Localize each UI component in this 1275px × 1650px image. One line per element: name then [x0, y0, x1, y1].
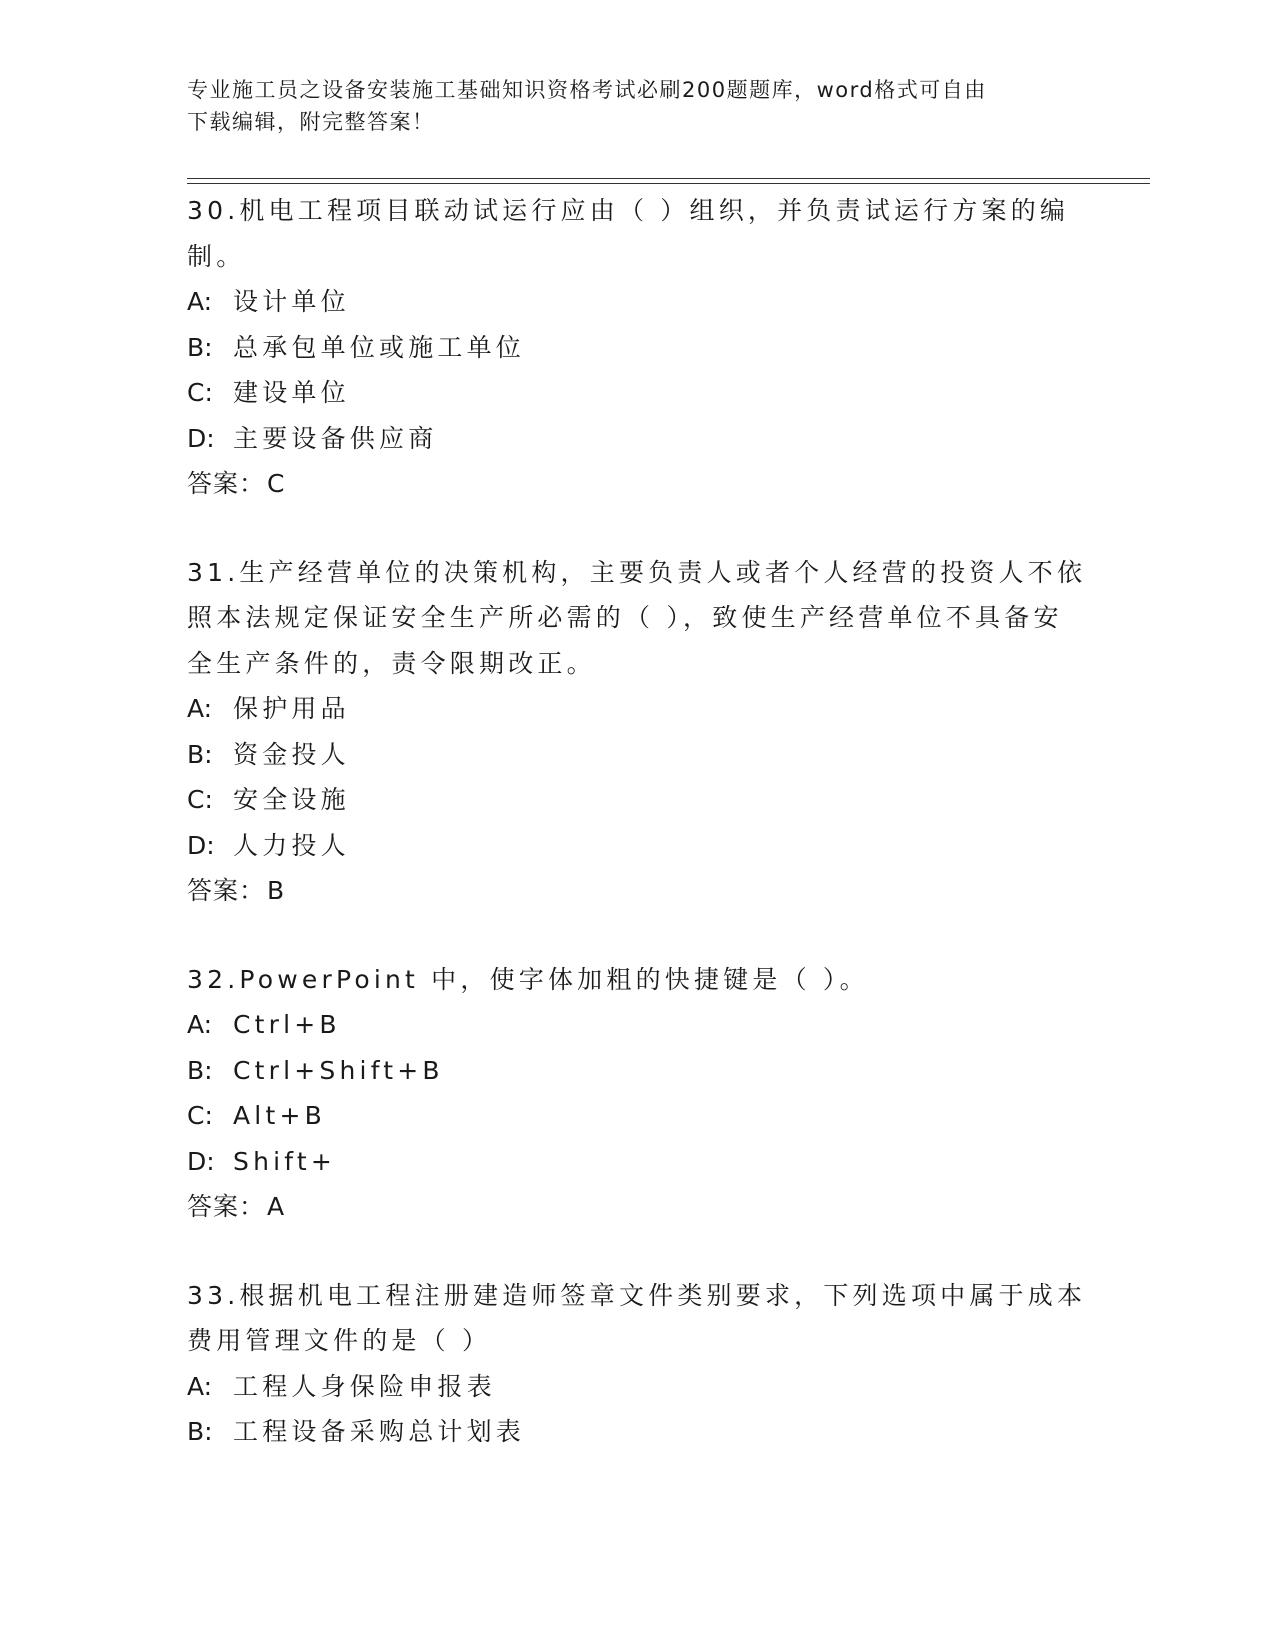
- answer-value: A: [267, 1192, 286, 1221]
- option-b: [187, 1409, 1087, 1455]
- option-b: [187, 325, 1087, 371]
- option-letter: B:: [187, 1055, 213, 1085]
- option-text: 工程人身保险申报表: [233, 1371, 496, 1401]
- option-b: [187, 1048, 1087, 1094]
- option-text: 工程设备采购总计划表: [233, 1417, 526, 1446]
- option-text: 安全设施: [233, 785, 350, 814]
- question-stem-line: 制。: [187, 241, 246, 271]
- option-c: [187, 370, 1087, 416]
- option-letter: D:: [187, 1146, 215, 1176]
- option-b: [187, 732, 1087, 778]
- header-line-2: 下载编辑，附完整答案！: [187, 110, 435, 134]
- question-stem-line: 31.生产经营单位的决策机构，主要负责人或者个人经营的投资人不依: [187, 557, 1087, 587]
- answer-line: [187, 461, 1087, 507]
- question-stem-line: 费用管理文件的是（ ）: [187, 1326, 492, 1355]
- option-text: 保护用品: [233, 694, 350, 723]
- option-a: [187, 1002, 1087, 1048]
- option-text: Alt+B: [233, 1101, 326, 1130]
- answer-label: 答案：: [187, 876, 266, 905]
- question-33: [187, 1273, 1087, 1455]
- option-letter: B:: [187, 739, 213, 769]
- option-a: [187, 279, 1087, 325]
- option-d: [187, 823, 1087, 869]
- answer-label: 答案：: [187, 1192, 266, 1221]
- option-text: 建设单位: [233, 378, 350, 407]
- option-text: 设计单位: [233, 287, 350, 316]
- option-letter: A:: [187, 694, 213, 723]
- question-30: [187, 188, 1087, 507]
- option-text: Ctrl+Shift+B: [233, 1055, 444, 1085]
- option-text: 人力投人: [233, 830, 350, 860]
- question-stem-line: 30.机电工程项目联动试运行应由（ ）组织，并负责试运行方案的编: [187, 196, 1070, 225]
- answer-line: [187, 868, 1087, 914]
- answer-line: [187, 1184, 1087, 1230]
- question-stem-line: 33.根据机电工程注册建造师签章文件类别要求，下列选项中属于成本: [187, 1280, 1087, 1310]
- header-line-1: 专业施工员之设备安装施工基础知识资格考试必刷200题题库，word格式可自由: [187, 78, 987, 102]
- option-text: 主要设备供应商: [233, 423, 438, 453]
- option-a: [187, 1364, 1087, 1410]
- option-text: 资金投人: [233, 739, 350, 769]
- option-c: [187, 1093, 1087, 1139]
- option-text: Ctrl+B: [233, 1010, 341, 1039]
- question-stem-line: 照本法规定保证安全生产所必需的（ ），致使生产经营单位不具备安: [187, 603, 1063, 632]
- option-text: Shift+: [233, 1146, 336, 1176]
- answer-label: 答案：: [187, 469, 266, 498]
- header-divider-top: [187, 178, 1150, 179]
- answer-value: B: [267, 876, 286, 905]
- option-letter: B:: [187, 332, 213, 362]
- option-d: [187, 1139, 1087, 1185]
- question-32: [187, 957, 1087, 1230]
- option-letter: D:: [187, 830, 215, 860]
- header-divider-bottom: [187, 183, 1150, 184]
- option-letter: A:: [187, 287, 213, 316]
- option-letter: A:: [187, 1371, 213, 1401]
- option-a: [187, 686, 1087, 732]
- option-letter: C:: [187, 785, 213, 814]
- option-d: [187, 416, 1087, 462]
- option-c: [187, 777, 1087, 823]
- option-letter: C:: [187, 1101, 213, 1130]
- option-letter: D:: [187, 423, 215, 453]
- question-31: [187, 550, 1087, 914]
- option-text: 总承包单位或施工单位: [233, 332, 526, 362]
- option-letter: C:: [187, 378, 213, 407]
- option-letter: A:: [187, 1010, 213, 1039]
- option-letter: B:: [187, 1417, 213, 1446]
- question-stem-line: 32.PowerPoint 中，使字体加粗的快捷键是（ ）。: [187, 964, 869, 994]
- question-stem-line: 全生产条件的，责令限期改正。: [187, 648, 596, 678]
- answer-value: C: [267, 469, 286, 498]
- document-header: [187, 74, 1067, 138]
- question-list: [187, 188, 1087, 1455]
